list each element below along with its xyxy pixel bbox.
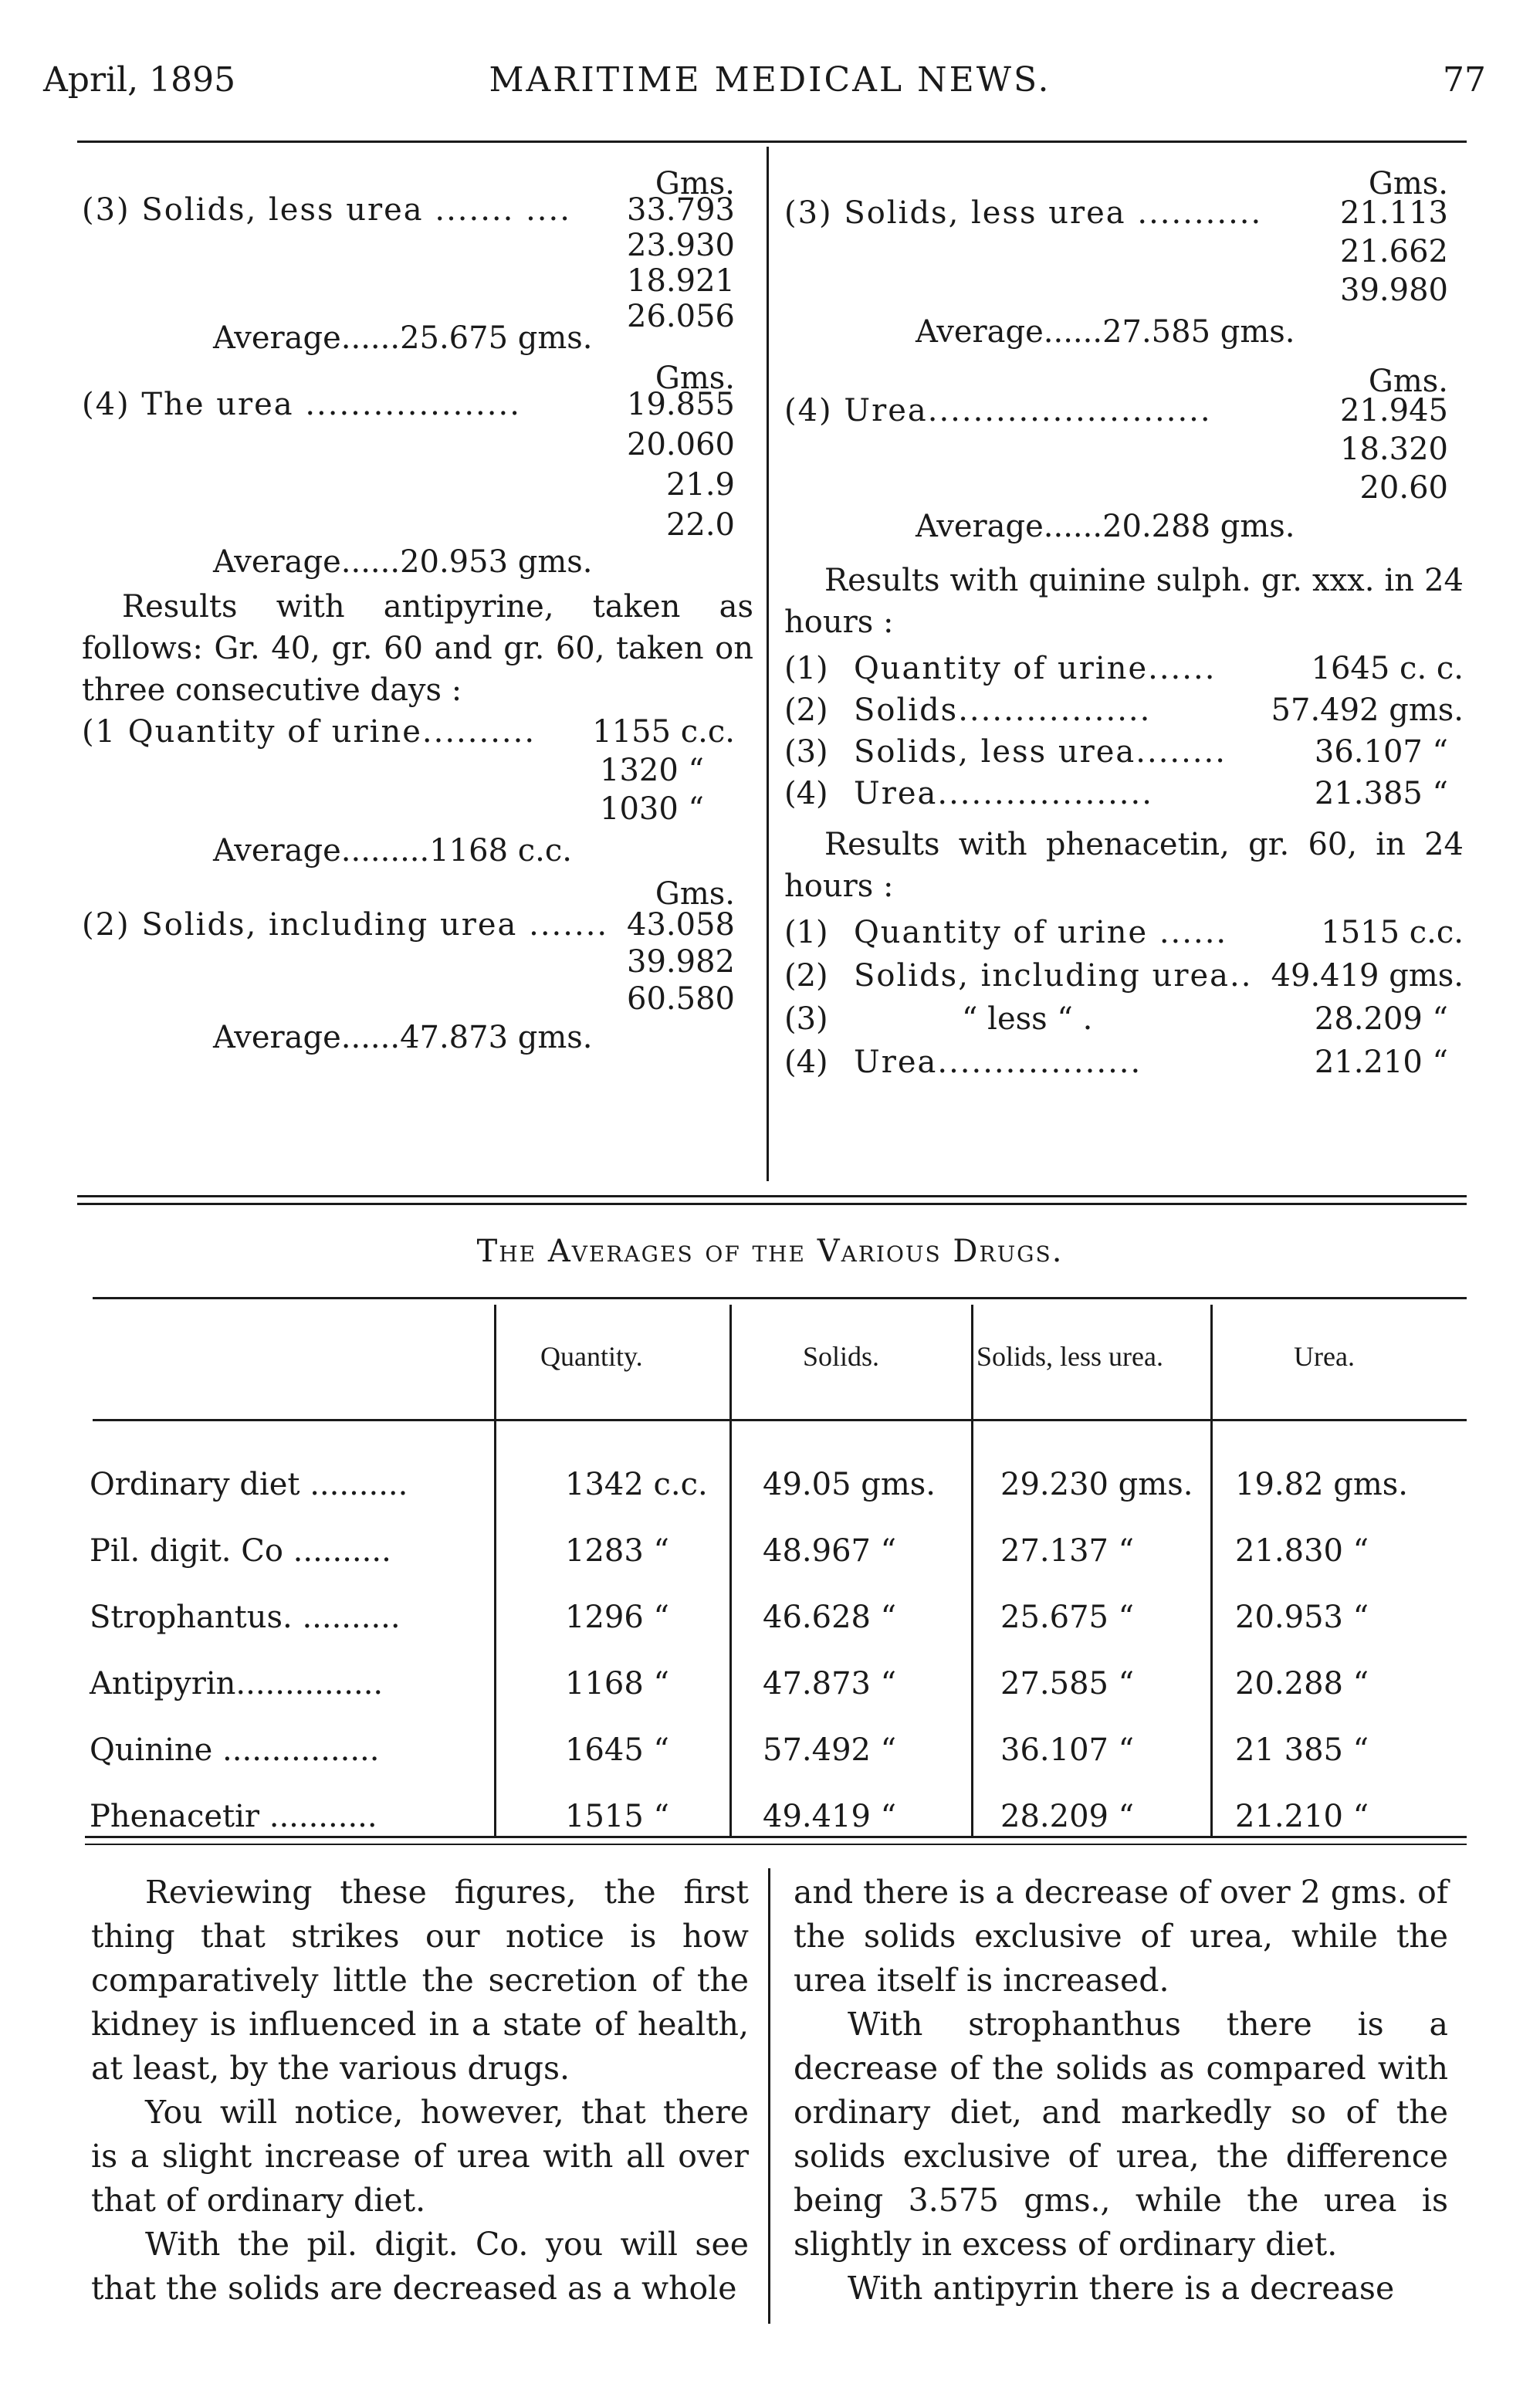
unit-label: Gms. [655,876,735,912]
col-header-quantity: Quantity. [540,1341,643,1372]
table-bottom-rule [85,1836,1467,1838]
drug-name: Strophantus. .......... [90,1600,401,1635]
quantity-cell: 1645 “ [565,1732,669,1768]
solids-less-urea-cell: 27.585 “ [1000,1666,1135,1702]
item-number: (4) [784,776,828,811]
solids-cell: 49.419 “ [763,1799,897,1834]
col-header-solids: Solids. [803,1341,880,1372]
urea-cell: 20.953 “ [1235,1600,1369,1635]
value: 39.982 [627,944,735,980]
solids-less-urea-cell: 28.209 “ [1000,1799,1135,1834]
paragraph: Reviewing these figures, the first thing that strikes our notice is how comparatively little the secretion of the kidney is influenced in a state of health, at least, by the various drugs. [91,1874,749,2087]
urea-cell: 21.210 “ [1235,1799,1369,1834]
item-number: (1) [784,915,828,950]
urea-cell: 19.82 gms. [1235,1467,1409,1502]
value: 43.058 [627,907,735,943]
drug-name: Ordinary diet .......... [90,1467,408,1502]
row-label: Solids, less urea........ [854,734,1227,770]
value: 39.980 [1340,273,1448,308]
table-title: The Averages of the Various Drugs. [476,1234,1064,1269]
value: 21.113 [1340,195,1448,231]
value: 21.662 [1340,234,1448,269]
table-top-rule [93,1297,1467,1299]
item-number: (4) [784,1045,828,1080]
quantity-cell: 1283 “ [565,1533,669,1569]
value: 57.492 gms. [1271,692,1464,728]
header-rule [77,141,1467,143]
col-header-urea: Urea. [1294,1341,1355,1372]
row-label: Quantity of urine ...... [854,915,1228,950]
urea-cell: 20.288 “ [1235,1666,1369,1702]
table-row [0,1600,1540,1666]
running-header [43,60,1497,114]
value: 1645 c. c. [1311,651,1464,686]
item-number: (3) [784,734,828,770]
table-bottom-rule [85,1844,1467,1845]
value: 1320 “ [600,753,704,788]
table-row [0,1467,1540,1533]
table-row [0,1666,1540,1732]
table-header-rule [93,1419,1467,1421]
drug-name: Antipyrin............... [90,1666,384,1702]
value: 60.580 [627,981,735,1017]
value: 28.209 “ [1314,1001,1448,1037]
value: 33.793 [627,192,735,228]
col-header-solids-less-urea: Solids, less urea. [976,1341,1163,1372]
left-body-text [91,1871,749,2311]
quantity-cell: 1296 “ [565,1600,669,1635]
row-label: “ less “ . [962,1001,1093,1037]
row-label: Urea.................. [854,1045,1142,1080]
item-number: (2) [784,958,828,994]
antipyrine-intro: Results with antipyrine, taken as follows: Gr. 40, gr. 60 and gr. 60, taken on three consecutive days : [82,589,753,708]
value: 20.60 [1359,470,1448,506]
column-divider [768,1868,770,2324]
solids-cell: 48.967 “ [763,1533,897,1569]
value: 21.210 “ [1314,1045,1448,1080]
table-row [0,1533,1540,1600]
drug-name: Pil. digit. Co .......... [90,1533,391,1569]
paragraph: With antipyrin there is a decrease [848,2270,1395,2307]
average: Average......20.288 gms. [916,509,1295,544]
column-divider [767,147,769,1181]
table-row [0,1799,1540,1865]
value: 1030 “ [600,791,704,827]
average: Average......47.873 gms. [213,1020,593,1055]
value: 1155 c.c. [592,714,735,750]
value: 21.385 “ [1314,776,1448,811]
average: Average......27.585 gms. [916,314,1295,350]
solids-less-urea-cell: 27.137 “ [1000,1533,1135,1569]
row-label: (3) Solids, less urea ....... .... [82,192,571,228]
quantity-cell: 1515 “ [565,1799,669,1834]
quantity-cell: 1168 “ [565,1666,669,1702]
solids-cell: 49.05 gms. [763,1467,936,1502]
phenacetin-intro: Results with phenacetin, gr. 60, in 24 hours : [784,827,1464,904]
row-label: (4) The urea ................... [82,387,521,422]
right-body-text [794,1871,1448,2311]
value: 49.419 gms. [1271,958,1464,994]
left-column-data [82,166,753,1065]
average: Average.........1168 c.c. [213,833,572,869]
right-column-data [784,166,1464,1088]
issue-date: April, 1895 [43,60,236,100]
row-label: Quantity of urine...... [854,651,1217,686]
value: 26.056 [627,299,735,334]
paragraph: and there is a decrease of over 2 gms. of the solids exclusive of urea, while the urea itself is increased. [794,1874,1448,1999]
row-label: (2) Solids, including urea ....... [82,907,609,943]
urea-cell: 21 385 “ [1235,1732,1369,1768]
drug-name: Quinine ................ [90,1732,380,1768]
row-label: Solids, including urea.. [854,958,1253,994]
paragraph: With strophanthus there is a decrease of the solids as compared with ordinary diet, and markedly so of the solids exclusive of urea, the difference being 3.575 gms., while the urea is slightly in excess of ordinary diet. [794,2006,1448,2263]
item-number: (3) [784,1001,828,1037]
unit-label: Gms. [1368,364,1448,399]
drug-name: Phenacetir ........... [90,1799,377,1834]
unit-label: Gms. [1368,166,1448,201]
row-label: (1 Quantity of urine.......... [82,714,536,750]
average: Average......20.953 gms. [213,544,593,580]
solids-less-urea-cell: 25.675 “ [1000,1600,1135,1635]
unit-label: Gms. [655,361,735,396]
section-rule [77,1203,1467,1205]
value: 18.921 [627,263,735,299]
value: 22.0 [665,507,735,543]
quantity-cell: 1342 c.c. [565,1467,708,1502]
section-rule [77,1195,1467,1197]
journal-title: MARITIME MEDICAL NEWS. [489,60,1051,100]
value: 1515 c.c. [1321,915,1464,950]
row-label: (3) Solids, less urea ........... [784,195,1263,231]
item-number: (2) [784,692,828,728]
row-label: Urea................... [854,776,1153,811]
solids-cell: 46.628 “ [763,1600,897,1635]
average: Average......25.675 gms. [213,320,593,356]
quinine-intro: Results with quinine sulph. gr. xxx. in 24 hours : [784,563,1464,640]
value: 19.855 [627,387,735,422]
value: 21.945 [1340,393,1448,428]
solids-less-urea-cell: 29.230 gms. [1000,1467,1193,1502]
row-label: (4) Urea......................... [784,393,1212,428]
value: 20.060 [627,427,735,462]
solids-cell: 57.492 “ [763,1732,897,1768]
solids-less-urea-cell: 36.107 “ [1000,1732,1135,1768]
page-number: 77 [1443,60,1486,100]
table-row [0,1732,1540,1799]
row-label: Solids................. [854,692,1152,728]
value: 36.107 “ [1314,734,1448,770]
paragraph: You will notice, however, that there is a slight increase of urea with all over that of ordinary diet. [91,2094,749,2219]
value: 23.930 [627,228,735,263]
item-number: (1) [784,651,828,686]
value: 18.320 [1340,432,1448,467]
urea-cell: 21.830 “ [1235,1533,1369,1569]
unit-label: Gms. [655,166,735,201]
paragraph: With the pil. digit. Co. you will see that the solids are decreased as a whole [91,2226,749,2307]
solids-cell: 47.873 “ [763,1666,897,1702]
value: 21.9 [665,467,735,503]
